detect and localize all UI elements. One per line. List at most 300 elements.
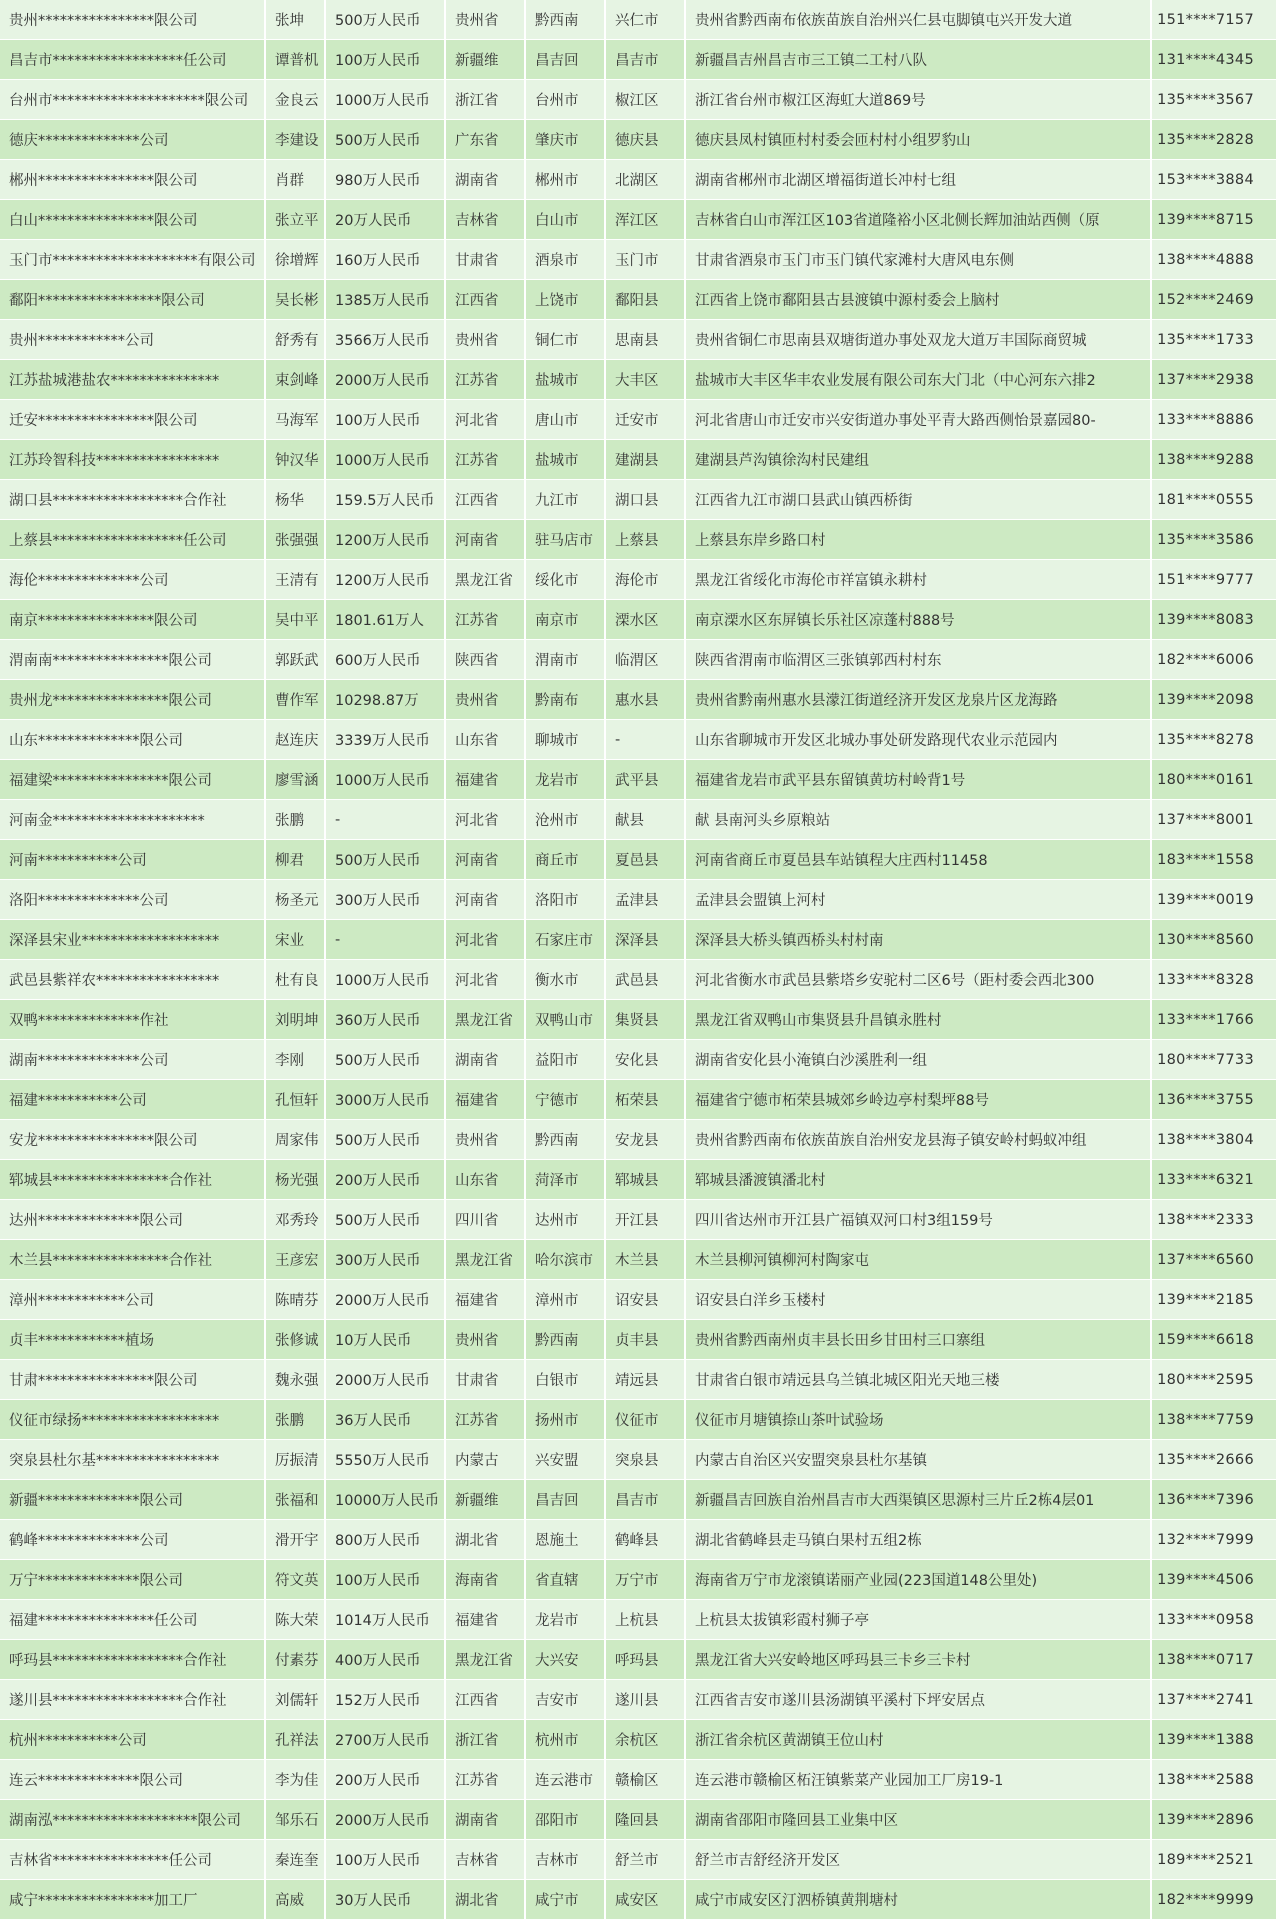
registered-capital-cell: 500万人民币 bbox=[326, 120, 446, 160]
district-cell: 大丰区 bbox=[606, 360, 686, 400]
district-cell: 孟津县 bbox=[606, 880, 686, 920]
table-row[interactable] bbox=[0, 480, 1276, 520]
province-cell: 福建省 bbox=[446, 760, 526, 800]
legal-rep-cell: 郭跃武 bbox=[266, 640, 326, 680]
registered-capital-cell: 1801.61万人 bbox=[326, 600, 446, 640]
district-cell: 贞丰县 bbox=[606, 1320, 686, 1360]
address-cell: 上杭县太拔镇彩霞村狮子亭 bbox=[686, 1600, 1152, 1640]
phone-cell: 182****9999 bbox=[1152, 1880, 1276, 1920]
registered-capital-cell: 2000万人民币 bbox=[326, 360, 446, 400]
province-cell: 湖南省 bbox=[446, 1040, 526, 1080]
district-cell: 夏邑县 bbox=[606, 840, 686, 880]
phone-cell: 130****8560 bbox=[1152, 920, 1276, 960]
district-cell: 湖口县 bbox=[606, 480, 686, 520]
company-name-cell: 新疆**************限公司 bbox=[0, 1480, 266, 1520]
province-cell: 黑龙江省 bbox=[446, 1240, 526, 1280]
address-cell: 黑龙江省绥化市海伦市祥富镇永耕村 bbox=[686, 560, 1152, 600]
address-cell: 吉林省白山市浑江区103省道隆裕小区北侧长辉加油站西侧（原 bbox=[686, 200, 1152, 240]
table-row[interactable] bbox=[0, 280, 1276, 320]
table-row[interactable] bbox=[0, 1520, 1276, 1560]
legal-rep-cell: 舒秀有 bbox=[266, 320, 326, 360]
address-cell: 湖南省郴州市北湖区增福街道长冲村七组 bbox=[686, 160, 1152, 200]
address-cell: 福建省宁德市柘荣县城郊乡岭边亭村梨坪88号 bbox=[686, 1080, 1152, 1120]
phone-cell: 139****4506 bbox=[1152, 1560, 1276, 1600]
phone-cell: 139****0019 bbox=[1152, 880, 1276, 920]
table-row[interactable] bbox=[0, 1240, 1276, 1280]
table-row[interactable] bbox=[0, 1000, 1276, 1040]
phone-cell: 180****2595 bbox=[1152, 1360, 1276, 1400]
registered-capital-cell: 2000万人民币 bbox=[326, 1360, 446, 1400]
city-cell: 大兴安 bbox=[526, 1640, 606, 1680]
table-row[interactable] bbox=[0, 600, 1276, 640]
company-name-cell: 仪征市绿扬******************* bbox=[0, 1400, 266, 1440]
city-cell: 恩施土 bbox=[526, 1520, 606, 1560]
legal-rep-cell: 邓秀玲 bbox=[266, 1200, 326, 1240]
district-cell: 临渭区 bbox=[606, 640, 686, 680]
district-cell: 兴仁市 bbox=[606, 0, 686, 40]
address-cell: 上蔡县东岸乡路口村 bbox=[686, 520, 1152, 560]
address-cell: 仪征市月塘镇捺山茶叶试验场 bbox=[686, 1400, 1152, 1440]
table-row[interactable] bbox=[0, 1360, 1276, 1400]
address-cell: 湖北省鹤峰县走马镇白果村五组2栋 bbox=[686, 1520, 1152, 1560]
registered-capital-cell: 500万人民币 bbox=[326, 840, 446, 880]
address-cell: 贵州省黔南州惠水县濛江街道经济开发区龙泉片区龙海路 bbox=[686, 680, 1152, 720]
address-cell: 江西省上饶市鄱阳县古县渡镇中源村委会上脑村 bbox=[686, 280, 1152, 320]
registered-capital-cell: 300万人民币 bbox=[326, 880, 446, 920]
registered-capital-cell: 200万人民币 bbox=[326, 1160, 446, 1200]
company-name-cell: 玉门市********************有限公司 bbox=[0, 240, 266, 280]
table-row[interactable] bbox=[0, 160, 1276, 200]
address-cell: 连云港市赣榆区柘汪镇紫菜产业园加工厂房19-1 bbox=[686, 1760, 1152, 1800]
city-cell: 龙岩市 bbox=[526, 760, 606, 800]
province-cell: 甘肃省 bbox=[446, 1360, 526, 1400]
city-cell: 咸宁市 bbox=[526, 1880, 606, 1920]
phone-cell: 138****2333 bbox=[1152, 1200, 1276, 1240]
company-name-cell: 武邑县紫祥农***************** bbox=[0, 960, 266, 1000]
company-name-cell: 江苏盐城港盐农*************** bbox=[0, 360, 266, 400]
district-cell: 昌吉市 bbox=[606, 40, 686, 80]
province-cell: 福建省 bbox=[446, 1600, 526, 1640]
district-cell: - bbox=[606, 720, 686, 760]
legal-rep-cell: 魏永强 bbox=[266, 1360, 326, 1400]
legal-rep-cell: 符文英 bbox=[266, 1560, 326, 1600]
city-cell: 九江市 bbox=[526, 480, 606, 520]
legal-rep-cell: 曹作军 bbox=[266, 680, 326, 720]
address-cell: 浙江省余杭区黄湖镇王位山村 bbox=[686, 1720, 1152, 1760]
province-cell: 江苏省 bbox=[446, 1760, 526, 1800]
table-row[interactable] bbox=[0, 400, 1276, 440]
phone-cell: 137****6560 bbox=[1152, 1240, 1276, 1280]
address-cell: 山东省聊城市开发区北城办事处研发路现代农业示范园内 bbox=[686, 720, 1152, 760]
table-row[interactable] bbox=[0, 1720, 1276, 1760]
phone-cell: 135****3586 bbox=[1152, 520, 1276, 560]
table-row[interactable] bbox=[0, 760, 1276, 800]
table-row[interactable] bbox=[0, 640, 1276, 680]
registered-capital-cell: 300万人民币 bbox=[326, 1240, 446, 1280]
district-cell: 椒江区 bbox=[606, 80, 686, 120]
province-cell: 广东省 bbox=[446, 120, 526, 160]
phone-cell: 151****9777 bbox=[1152, 560, 1276, 600]
district-cell: 玉门市 bbox=[606, 240, 686, 280]
table-row[interactable] bbox=[0, 1440, 1276, 1480]
table-row[interactable] bbox=[0, 1080, 1276, 1120]
address-cell: 献 县南河头乡原粮站 bbox=[686, 800, 1152, 840]
province-cell: 贵州省 bbox=[446, 320, 526, 360]
table-row[interactable] bbox=[0, 1120, 1276, 1160]
district-cell: 鄱阳县 bbox=[606, 280, 686, 320]
address-cell: 陕西省渭南市临渭区三张镇郭西村村东 bbox=[686, 640, 1152, 680]
province-cell: 吉林省 bbox=[446, 200, 526, 240]
company-name-cell: 上蔡县******************任公司 bbox=[0, 520, 266, 560]
legal-rep-cell: 赵连庆 bbox=[266, 720, 326, 760]
registered-capital-cell: 1000万人民币 bbox=[326, 440, 446, 480]
city-cell: 沧州市 bbox=[526, 800, 606, 840]
table-row[interactable] bbox=[0, 1680, 1276, 1720]
province-cell: 江苏省 bbox=[446, 600, 526, 640]
city-cell: 连云港市 bbox=[526, 1760, 606, 1800]
phone-cell: 133****8886 bbox=[1152, 400, 1276, 440]
phone-cell: 159****6618 bbox=[1152, 1320, 1276, 1360]
address-cell: 舒兰市吉舒经济开发区 bbox=[686, 1840, 1152, 1880]
province-cell: 四川省 bbox=[446, 1200, 526, 1240]
registered-capital-cell: 200万人民币 bbox=[326, 1760, 446, 1800]
city-cell: 肇庆市 bbox=[526, 120, 606, 160]
city-cell: 铜仁市 bbox=[526, 320, 606, 360]
legal-rep-cell: 张修诚 bbox=[266, 1320, 326, 1360]
table-row[interactable] bbox=[0, 680, 1276, 720]
city-cell: 黔西南 bbox=[526, 0, 606, 40]
registered-capital-cell: 1385万人民币 bbox=[326, 280, 446, 320]
city-cell: 郴州市 bbox=[526, 160, 606, 200]
table-row[interactable] bbox=[0, 1560, 1276, 1600]
legal-rep-cell: 束剑峰 bbox=[266, 360, 326, 400]
city-cell: 邵阳市 bbox=[526, 1800, 606, 1840]
address-cell: 甘肃省酒泉市玉门市玉门镇代家滩村大唐风电东侧 bbox=[686, 240, 1152, 280]
legal-rep-cell: 秦连奎 bbox=[266, 1840, 326, 1880]
city-cell: 石家庄市 bbox=[526, 920, 606, 960]
city-cell: 盐城市 bbox=[526, 440, 606, 480]
table-row[interactable] bbox=[0, 840, 1276, 880]
district-cell: 咸安区 bbox=[606, 1880, 686, 1920]
phone-cell: 139****1388 bbox=[1152, 1720, 1276, 1760]
province-cell: 浙江省 bbox=[446, 1720, 526, 1760]
city-cell: 昌吉回 bbox=[526, 1480, 606, 1520]
table-row[interactable] bbox=[0, 120, 1276, 160]
province-cell: 河南省 bbox=[446, 520, 526, 560]
province-cell: 贵州省 bbox=[446, 0, 526, 40]
legal-rep-cell: 徐增辉 bbox=[266, 240, 326, 280]
district-cell: 仪征市 bbox=[606, 1400, 686, 1440]
address-cell: 河北省唐山市迁安市兴安街道办事处平青大路西侧怡景嘉园80- bbox=[686, 400, 1152, 440]
province-cell: 湖北省 bbox=[446, 1520, 526, 1560]
address-cell: 木兰县柳河镇柳河村陶家屯 bbox=[686, 1240, 1152, 1280]
district-cell: 武平县 bbox=[606, 760, 686, 800]
company-name-cell: 安龙****************限公司 bbox=[0, 1120, 266, 1160]
phone-cell: 135****3567 bbox=[1152, 80, 1276, 120]
province-cell: 黑龙江省 bbox=[446, 1640, 526, 1680]
district-cell: 深泽县 bbox=[606, 920, 686, 960]
legal-rep-cell: 孔恒轩 bbox=[266, 1080, 326, 1120]
province-cell: 浙江省 bbox=[446, 80, 526, 120]
legal-rep-cell: 孔祥法 bbox=[266, 1720, 326, 1760]
table-row[interactable] bbox=[0, 1320, 1276, 1360]
district-cell: 昌吉市 bbox=[606, 1480, 686, 1520]
company-name-cell: 台州市*********************限公司 bbox=[0, 80, 266, 120]
registered-capital-cell: 1000万人民币 bbox=[326, 960, 446, 1000]
address-cell: 咸宁市咸安区汀泗桥镇黄荆塘村 bbox=[686, 1880, 1152, 1920]
table-row[interactable] bbox=[0, 1760, 1276, 1800]
phone-cell: 139****2098 bbox=[1152, 680, 1276, 720]
registered-capital-cell: 500万人民币 bbox=[326, 1040, 446, 1080]
table-row[interactable] bbox=[0, 1840, 1276, 1880]
legal-rep-cell: 李为佳 bbox=[266, 1760, 326, 1800]
registered-capital-cell: 1200万人民币 bbox=[326, 560, 446, 600]
province-cell: 河北省 bbox=[446, 800, 526, 840]
table-row[interactable] bbox=[0, 40, 1276, 80]
company-name-cell: 遂川县******************合作社 bbox=[0, 1680, 266, 1720]
company-name-cell: 突泉县杜尔基***************** bbox=[0, 1440, 266, 1480]
city-cell: 吉林市 bbox=[526, 1840, 606, 1880]
table-row[interactable] bbox=[0, 0, 1276, 40]
phone-cell: 137****2938 bbox=[1152, 360, 1276, 400]
phone-cell: 138****7759 bbox=[1152, 1400, 1276, 1440]
address-cell: 贵州省黔西南布依族苗族自治州安龙县海子镇安岭村蚂蚁冲组 bbox=[686, 1120, 1152, 1160]
phone-cell: 138****9288 bbox=[1152, 440, 1276, 480]
province-cell: 河北省 bbox=[446, 920, 526, 960]
company-name-cell: 贵州************公司 bbox=[0, 320, 266, 360]
table-row[interactable] bbox=[0, 80, 1276, 120]
legal-rep-cell: 柳君 bbox=[266, 840, 326, 880]
district-cell: 呼玛县 bbox=[606, 1640, 686, 1680]
phone-cell: 182****6006 bbox=[1152, 640, 1276, 680]
city-cell: 哈尔滨市 bbox=[526, 1240, 606, 1280]
phone-cell: 136****7396 bbox=[1152, 1480, 1276, 1520]
city-cell: 兴安盟 bbox=[526, 1440, 606, 1480]
address-cell: 孟津县会盟镇上河村 bbox=[686, 880, 1152, 920]
table-row[interactable] bbox=[0, 720, 1276, 760]
province-cell: 河北省 bbox=[446, 960, 526, 1000]
table-row[interactable] bbox=[0, 960, 1276, 1000]
province-cell: 江苏省 bbox=[446, 360, 526, 400]
table-row[interactable] bbox=[0, 1280, 1276, 1320]
company-name-cell: 洛阳**************公司 bbox=[0, 880, 266, 920]
city-cell: 昌吉回 bbox=[526, 40, 606, 80]
table-row[interactable] bbox=[0, 1480, 1276, 1520]
legal-rep-cell: 周家伟 bbox=[266, 1120, 326, 1160]
phone-cell: 133****8328 bbox=[1152, 960, 1276, 1000]
district-cell: 诏安县 bbox=[606, 1280, 686, 1320]
address-cell: 郓城县潘渡镇潘北村 bbox=[686, 1160, 1152, 1200]
company-name-cell: 达州**************限公司 bbox=[0, 1200, 266, 1240]
table-row[interactable] bbox=[0, 320, 1276, 360]
legal-rep-cell: 滑开宇 bbox=[266, 1520, 326, 1560]
table-row[interactable] bbox=[0, 920, 1276, 960]
address-cell: 新疆昌吉州昌吉市三工镇二工村八队 bbox=[686, 40, 1152, 80]
registered-capital-cell: 100万人民币 bbox=[326, 1560, 446, 1600]
company-name-cell: 江苏玲智科技***************** bbox=[0, 440, 266, 480]
province-cell: 海南省 bbox=[446, 1560, 526, 1600]
legal-rep-cell: 高威 bbox=[266, 1880, 326, 1920]
city-cell: 黔西南 bbox=[526, 1120, 606, 1160]
province-cell: 河南省 bbox=[446, 880, 526, 920]
city-cell: 扬州市 bbox=[526, 1400, 606, 1440]
district-cell: 安化县 bbox=[606, 1040, 686, 1080]
registered-capital-cell: 500万人民币 bbox=[326, 1120, 446, 1160]
registered-capital-cell: 500万人民币 bbox=[326, 1200, 446, 1240]
table-row[interactable] bbox=[0, 200, 1276, 240]
province-cell: 湖南省 bbox=[446, 1800, 526, 1840]
table-row[interactable] bbox=[0, 880, 1276, 920]
company-name-cell: 鹤峰**************公司 bbox=[0, 1520, 266, 1560]
province-cell: 贵州省 bbox=[446, 1120, 526, 1160]
address-cell: 四川省达州市开江县广福镇双河口村3组159号 bbox=[686, 1200, 1152, 1240]
city-cell: 黔西南 bbox=[526, 1320, 606, 1360]
province-cell: 新疆维 bbox=[446, 1480, 526, 1520]
district-cell: 舒兰市 bbox=[606, 1840, 686, 1880]
province-cell: 河南省 bbox=[446, 840, 526, 880]
district-cell: 建湖县 bbox=[606, 440, 686, 480]
legal-rep-cell: 厉振清 bbox=[266, 1440, 326, 1480]
address-cell: 河北省衡水市武邑县紫塔乡安驼村二区6号（距村委会西北300 bbox=[686, 960, 1152, 1000]
district-cell: 鹤峰县 bbox=[606, 1520, 686, 1560]
registered-capital-cell: 2700万人民币 bbox=[326, 1720, 446, 1760]
city-cell: 黔南布 bbox=[526, 680, 606, 720]
company-name-cell: 杭州***********公司 bbox=[0, 1720, 266, 1760]
company-name-cell: 郓城县****************合作社 bbox=[0, 1160, 266, 1200]
table-row[interactable] bbox=[0, 560, 1276, 600]
province-cell: 贵州省 bbox=[446, 680, 526, 720]
district-cell: 靖远县 bbox=[606, 1360, 686, 1400]
district-cell: 惠水县 bbox=[606, 680, 686, 720]
phone-cell: 139****2896 bbox=[1152, 1800, 1276, 1840]
phone-cell: 153****3884 bbox=[1152, 160, 1276, 200]
company-name-cell: 连云**************限公司 bbox=[0, 1760, 266, 1800]
phone-cell: 135****8278 bbox=[1152, 720, 1276, 760]
city-cell: 上饶市 bbox=[526, 280, 606, 320]
address-cell: 浙江省台州市椒江区海虹大道869号 bbox=[686, 80, 1152, 120]
registered-capital-cell: 30万人民币 bbox=[326, 1880, 446, 1920]
phone-cell: 139****8715 bbox=[1152, 200, 1276, 240]
district-cell: 郓城县 bbox=[606, 1160, 686, 1200]
phone-cell: 180****0161 bbox=[1152, 760, 1276, 800]
registered-capital-cell: 10000万人民币 bbox=[326, 1480, 446, 1520]
city-cell: 商丘市 bbox=[526, 840, 606, 880]
phone-cell: 180****7733 bbox=[1152, 1040, 1276, 1080]
table-row[interactable] bbox=[0, 1600, 1276, 1640]
registered-capital-cell: 10298.87万 bbox=[326, 680, 446, 720]
city-cell: 达州市 bbox=[526, 1200, 606, 1240]
registered-capital-cell: 10万人民币 bbox=[326, 1320, 446, 1360]
company-name-cell: 贵州龙****************限公司 bbox=[0, 680, 266, 720]
legal-rep-cell: 钟汉华 bbox=[266, 440, 326, 480]
company-name-cell: 木兰县****************合作社 bbox=[0, 1240, 266, 1280]
city-cell: 驻马店市 bbox=[526, 520, 606, 560]
district-cell: 迁安市 bbox=[606, 400, 686, 440]
address-cell: 湖南省安化县小淹镇白沙溪胜利一组 bbox=[686, 1040, 1152, 1080]
table-row[interactable] bbox=[0, 1160, 1276, 1200]
legal-rep-cell: 邹乐石 bbox=[266, 1800, 326, 1840]
district-cell: 德庆县 bbox=[606, 120, 686, 160]
table-row[interactable] bbox=[0, 1400, 1276, 1440]
table-row[interactable] bbox=[0, 360, 1276, 400]
registered-capital-cell: 1200万人民币 bbox=[326, 520, 446, 560]
registered-capital-cell: 3339万人民币 bbox=[326, 720, 446, 760]
city-cell: 绥化市 bbox=[526, 560, 606, 600]
table-row[interactable] bbox=[0, 1880, 1276, 1920]
legal-rep-cell: 刘明坤 bbox=[266, 1000, 326, 1040]
province-cell: 湖北省 bbox=[446, 1880, 526, 1920]
district-cell: 万宁市 bbox=[606, 1560, 686, 1600]
company-name-cell: 昌吉市******************任公司 bbox=[0, 40, 266, 80]
phone-cell: 181****0555 bbox=[1152, 480, 1276, 520]
province-cell: 湖南省 bbox=[446, 160, 526, 200]
district-cell: 遂川县 bbox=[606, 1680, 686, 1720]
city-cell: 南京市 bbox=[526, 600, 606, 640]
company-name-cell: 福建梁****************限公司 bbox=[0, 760, 266, 800]
address-cell: 南京溧水区东屏镇长乐社区凉蓬村888号 bbox=[686, 600, 1152, 640]
company-name-cell: 南京****************限公司 bbox=[0, 600, 266, 640]
registered-capital-cell: 360万人民币 bbox=[326, 1000, 446, 1040]
legal-rep-cell: 宋业 bbox=[266, 920, 326, 960]
city-cell: 漳州市 bbox=[526, 1280, 606, 1320]
company-name-cell: 甘肃****************限公司 bbox=[0, 1360, 266, 1400]
table-row[interactable] bbox=[0, 1800, 1276, 1840]
address-cell: 黑龙江省双鸭山市集贤县升昌镇永胜村 bbox=[686, 1000, 1152, 1040]
address-cell: 新疆昌吉回族自治州昌吉市大西渠镇区思源村三片丘2栋4层01 bbox=[686, 1480, 1152, 1520]
company-name-cell: 福建****************任公司 bbox=[0, 1600, 266, 1640]
table-row[interactable] bbox=[0, 800, 1276, 840]
province-cell: 山东省 bbox=[446, 720, 526, 760]
address-cell: 海南省万宁市龙滚镇诺丽产业园(223国道148公里处) bbox=[686, 1560, 1152, 1600]
registered-capital-cell: 2000万人民币 bbox=[326, 1800, 446, 1840]
table-row[interactable] bbox=[0, 520, 1276, 560]
province-cell: 福建省 bbox=[446, 1080, 526, 1120]
company-name-cell: 湖口县******************合作社 bbox=[0, 480, 266, 520]
city-cell: 渭南市 bbox=[526, 640, 606, 680]
table-row[interactable] bbox=[0, 1640, 1276, 1680]
district-cell: 开江县 bbox=[606, 1200, 686, 1240]
table-row[interactable] bbox=[0, 1040, 1276, 1080]
province-cell: 江苏省 bbox=[446, 1400, 526, 1440]
registered-capital-cell: 1000万人民币 bbox=[326, 80, 446, 120]
legal-rep-cell: 杨光强 bbox=[266, 1160, 326, 1200]
district-cell: 北湖区 bbox=[606, 160, 686, 200]
table-row[interactable] bbox=[0, 1200, 1276, 1240]
company-name-cell: 咸宁****************加工厂 bbox=[0, 1880, 266, 1920]
registered-capital-cell: 100万人民币 bbox=[326, 400, 446, 440]
district-cell: 余杭区 bbox=[606, 1720, 686, 1760]
table-row[interactable] bbox=[0, 440, 1276, 480]
legal-rep-cell: 谭普机 bbox=[266, 40, 326, 80]
city-cell: 菏泽市 bbox=[526, 1160, 606, 1200]
city-cell: 酒泉市 bbox=[526, 240, 606, 280]
legal-rep-cell: 杨圣元 bbox=[266, 880, 326, 920]
company-name-cell: 河南金********************* bbox=[0, 800, 266, 840]
address-cell: 深泽县大桥头镇西桥头村村南 bbox=[686, 920, 1152, 960]
company-name-cell: 吉林省****************任公司 bbox=[0, 1840, 266, 1880]
registered-capital-cell: 800万人民币 bbox=[326, 1520, 446, 1560]
district-cell: 武邑县 bbox=[606, 960, 686, 1000]
table-row[interactable] bbox=[0, 240, 1276, 280]
company-name-cell: 郴州****************限公司 bbox=[0, 160, 266, 200]
registered-capital-cell: 3566万人民币 bbox=[326, 320, 446, 360]
registered-capital-cell: 980万人民币 bbox=[326, 160, 446, 200]
registered-capital-cell: 100万人民币 bbox=[326, 40, 446, 80]
address-cell: 河南省商丘市夏邑县车站镇程大庄西村11458 bbox=[686, 840, 1152, 880]
company-name-cell: 湖南泓********************限公司 bbox=[0, 1800, 266, 1840]
district-cell: 海伦市 bbox=[606, 560, 686, 600]
address-cell: 黑龙江省大兴安岭地区呼玛县三卡乡三卡村 bbox=[686, 1640, 1152, 1680]
